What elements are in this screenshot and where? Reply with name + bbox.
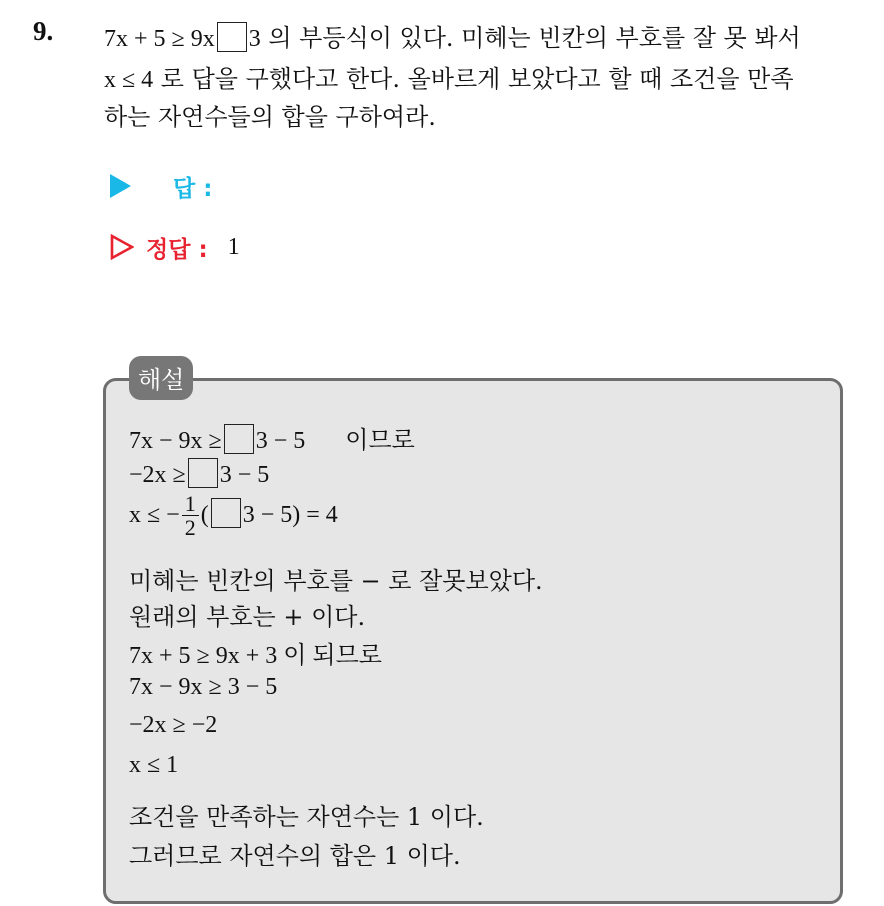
question-text-3: 하는 자연수들의 합을 구하여라. xyxy=(104,103,436,131)
inequality-right: 3 xyxy=(248,26,261,52)
solution-line-7: 7x − 9x ≥ 3 − 5 xyxy=(129,674,278,700)
solution-line-1 xyxy=(129,420,415,455)
blank-box xyxy=(217,22,247,52)
solution-line-4: 미혜는 빈칸의 부호를 − 로 잘못보았다. xyxy=(129,567,543,595)
solution-math: −2x ≥ xyxy=(129,462,186,488)
question-text-1: 의 부등식이 있다. 미혜는 빈칸의 부호를 잘 못 봐서 xyxy=(260,24,801,52)
answer-row xyxy=(110,170,212,202)
solution-line-6: 7x + 5 ≥ 9x + 3 이 되므로 xyxy=(129,643,382,669)
solution-math: 3 − 5 xyxy=(219,462,270,488)
question-line-3 xyxy=(104,97,436,132)
question-line-1 xyxy=(104,18,801,53)
solution-math: ( xyxy=(200,502,209,529)
fraction-numerator: 1 xyxy=(182,492,199,516)
correct-answer-label: 정답 : xyxy=(146,236,208,263)
solution-text: 이므로 xyxy=(345,426,415,454)
question-text-2: 로 답을 구했다고 한다. 올바르게 보았다고 할 때 조건을 만족 xyxy=(153,65,794,93)
correct-answer-value: 1 xyxy=(227,233,240,260)
solution-tag: 해설 xyxy=(129,356,193,400)
solution-line-11: 그러므로 자연수의 합은 1 이다. xyxy=(129,842,461,870)
outline-triangle-icon xyxy=(110,234,134,260)
fraction-denominator: 2 xyxy=(184,515,196,541)
correct-answer-row xyxy=(110,230,240,264)
solution-math: 7x − 9x ≥ xyxy=(129,428,222,454)
solution-line-2 xyxy=(129,458,269,489)
solution-math: 3 − 5 xyxy=(255,428,306,454)
blank-box xyxy=(211,498,241,528)
answer-label: 답 : xyxy=(173,175,213,202)
blank-box xyxy=(224,424,254,454)
inequality-left: 7x + 5 ≥ 9x xyxy=(104,26,215,52)
solution-math: x ≤ − xyxy=(129,502,180,529)
fraction xyxy=(182,492,199,539)
solution-line-8: −2x ≥ −2 xyxy=(129,712,218,738)
solution-line-9: x ≤ 1 xyxy=(129,752,179,778)
solution-math: 3 − 5) = 4 xyxy=(242,502,338,529)
wrong-answer-math: x ≤ 4 xyxy=(104,67,154,93)
blank-box xyxy=(188,458,218,488)
solution-line-5: 원래의 부호는 + 이다. xyxy=(129,603,366,631)
question-line-2 xyxy=(104,59,794,94)
solution-line-3 xyxy=(129,492,338,539)
question-number: 9. xyxy=(33,16,54,46)
play-triangle-icon xyxy=(110,174,131,198)
solution-line-10: 조건을 만족하는 자연수는 1 이다. xyxy=(129,803,484,831)
